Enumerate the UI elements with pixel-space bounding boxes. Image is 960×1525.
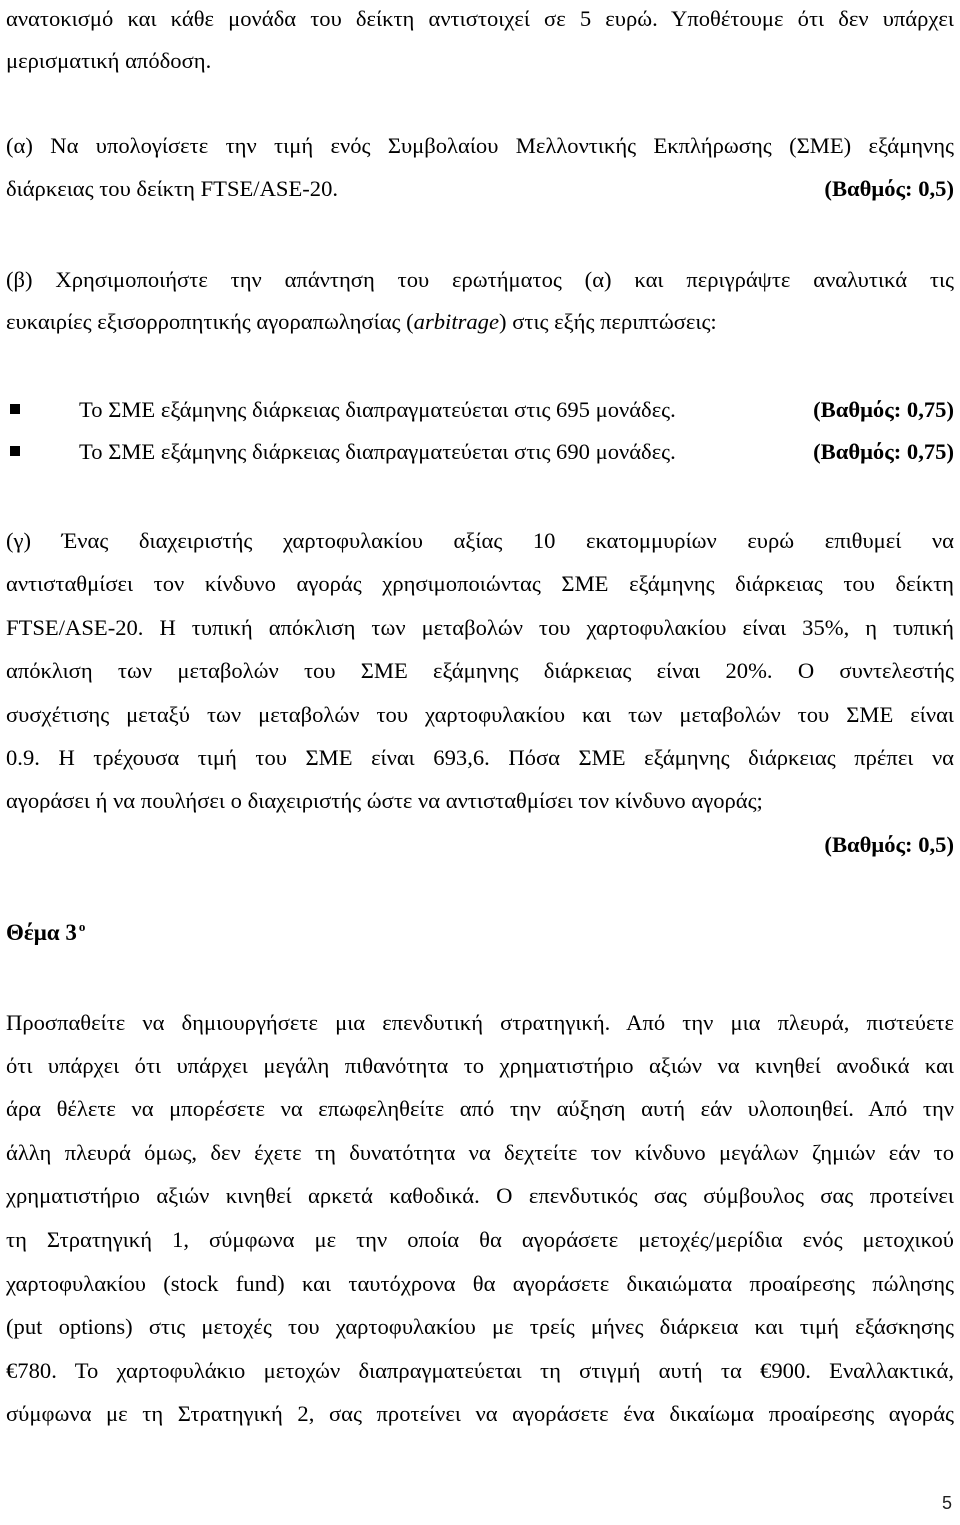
- question-c-line: 0.9. Η τρέχουσα τιμή του ΣΜΕ είναι 693,6. Πόσα ΣΜΕ εξάμηνης διάρκειας πρέπει να: [6, 745, 954, 770]
- question-a-line: διάρκειας του δείκτη FTSE/ASE-20.: [6, 176, 339, 201]
- bullet-item: [10, 437, 954, 467]
- grade-label: (Βαθμός: 0,5): [824, 832, 954, 857]
- paragraph-line: μερισματική απόδοση.: [6, 48, 212, 73]
- square-bullet-icon: [10, 404, 20, 414]
- question-c-line: απόκλιση των μεταβολών του ΣΜΕ εξάμηνης διάρκειας είναι 20%. Ο συντελεστής: [6, 658, 954, 683]
- question-c-line: συσχέτισης μεταξύ των μεταβολών του χαρτοφυλακίου και των μεταβολών του ΣΜΕ είναι: [6, 702, 954, 727]
- question-b-text: ευκαιρίες εξισορροπητικής αγοραπωλησίας (: [6, 309, 414, 334]
- bullet-text: Το ΣΜΕ εξάμηνης διάρκειας διαπραγματεύεται στις 695 μονάδες.: [79, 397, 676, 422]
- question-c-line: (γ) Ένας διαχειριστής χαρτοφυλακίου αξίας 10 εκατομμυρίων ευρώ επιθυμεί να: [6, 528, 954, 553]
- question-b-line: (β) Χρησιμοποιήστε την απάντηση του ερωτήματος (α) και περιγράψτε αναλυτικά τις: [6, 267, 954, 292]
- topic3-line: (put options) στις μετοχές του χαρτοφυλακίου με τρείς μήνες διάρκεια και τιμή εξάσκησης: [6, 1314, 954, 1339]
- topic3-line: χαρτοφυλακίου (stock fund) και ταυτόχρονα θα αγοράσετε δικαιώματα προαίρεσης πώλησης: [6, 1271, 954, 1296]
- topic-title: Θέμα 3: [6, 920, 77, 945]
- grade-label: (Βαθμός: 0,75): [813, 439, 954, 464]
- topic3-line: άλλη πλευρά όμως, δεν έχετε τη δυνατότητα να δεχτείτε τον κίνδυνο μεγάλων ζημιών εάν το: [6, 1140, 954, 1165]
- topic-superscript: ο: [78, 919, 86, 934]
- topic3-line: ότι υπάρχει ότι υπάρχει μεγάλη πιθανότητα το χρηματιστήριο αξιών να κινηθεί ανοδικά και: [6, 1053, 954, 1078]
- question-b-line: [6, 307, 954, 337]
- arbitrage-term: arbitrage: [413, 309, 500, 334]
- question-b-text: ) στις εξής περιπτώσεις:: [499, 309, 717, 334]
- question-c-line: FTSE/ASE-20. Η τυπική απόκλιση των μεταβολών του χαρτοφυλακίου είναι 35%, η τυπική: [6, 615, 954, 640]
- topic3-line: χρηματιστήριο αξιών κινηθεί αρκετά καθοδικά. Ο επενδυτικός σας σύμβουλος σας προτείνει: [6, 1183, 954, 1208]
- topic3-line: €780. Το χαρτοφυλάκιο μετοχών διαπραγματεύεται τη στιγμή αυτή τα €900. Εναλλακτικά,: [6, 1358, 954, 1383]
- page-number: 5: [941, 1493, 952, 1513]
- square-bullet-icon: [10, 446, 20, 456]
- grade-label: (Βαθμός: 0,75): [813, 397, 954, 422]
- topic3-line: άρα θέλετε να μπορέσετε να επωφεληθείτε από την αύξηση αυτή εάν υλοποιηθεί. Από την: [6, 1096, 954, 1121]
- bullet-text: Το ΣΜΕ εξάμηνης διάρκειας διαπραγματεύεται στις 690 μονάδες.: [79, 439, 676, 464]
- question-c-line: αντισταθμίσει τον κίνδυνο αγοράς χρησιμοποιώντας ΣΜΕ εξάμηνης διάρκειας του δείκτη: [6, 571, 954, 596]
- bullet-item: [10, 395, 954, 425]
- paragraph-line: ανατοκισμό και κάθε μονάδα του δείκτη αντιστοιχεί σε 5 ευρώ. Υποθέτουμε ότι δεν υπάρχει: [6, 6, 954, 31]
- topic-heading: [6, 918, 85, 948]
- topic3-line: Προσπαθείτε να δημιουργήσετε μια επενδυτική στρατηγική. Από την μια πλευρά, πιστεύετε: [6, 1010, 954, 1035]
- topic3-line: τη Στρατηγική 1, σύμφωνα με την οποία θα αγοράσετε μετοχές/μερίδια ενός μετοχικού: [6, 1227, 954, 1252]
- topic3-line: σύμφωνα με τη Στρατηγική 2, σας προτείνει να αγοράσετε ένα δικαίωμα προαίρεσης αγοράς: [6, 1401, 954, 1426]
- grade-label: (Βαθμός: 0,5): [824, 176, 954, 201]
- question-c-line: αγοράσει ή να πουλήσει ο διαχειριστής ώστε να αντισταθμίσει τον κίνδυνο αγοράς;: [6, 788, 763, 813]
- question-a-line: (α) Να υπολογίσετε την τιμή ενός Συμβολαίου Μελλοντικής Εκπλήρωσης (ΣΜΕ) εξάμηνης: [6, 133, 954, 158]
